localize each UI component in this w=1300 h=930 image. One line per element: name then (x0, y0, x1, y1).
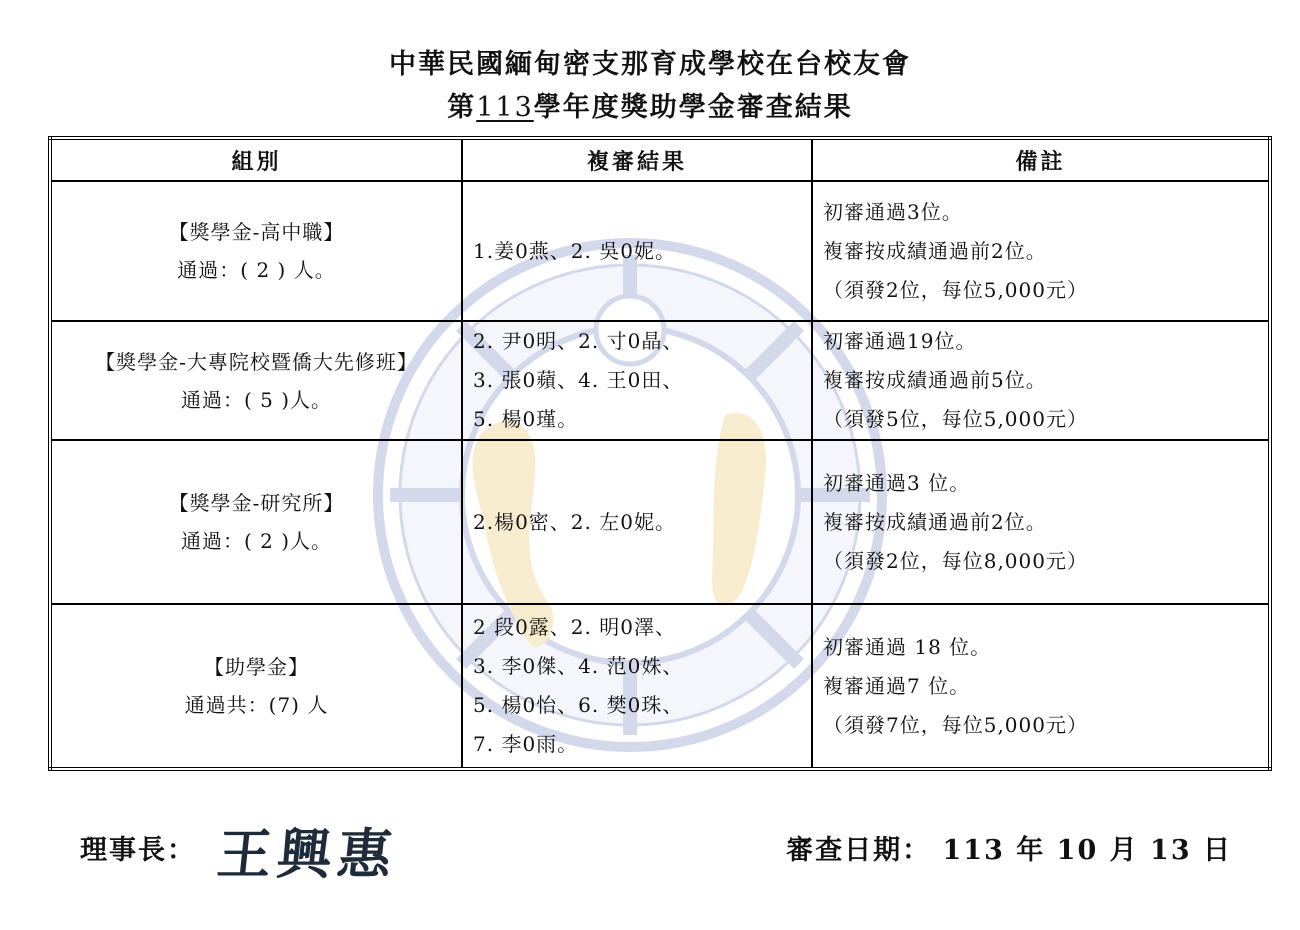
header-remarks: 備註 (812, 138, 1270, 181)
document-title-line1: 中華民國緬甸密支那育成學校在台校友會 (389, 49, 911, 80)
result-cell (462, 181, 812, 321)
table-header-row (50, 138, 1270, 181)
title-year: 113 (476, 92, 534, 123)
note-cell (812, 181, 1270, 321)
result-cell (462, 604, 812, 769)
chairman-label: 理事長： (80, 835, 196, 866)
scholarship-results-table (48, 136, 1272, 771)
note-line: 初審通過3 位。 (823, 470, 971, 495)
note-line: 複審按成績通過前2位。 (823, 509, 1047, 534)
group-name: 【獎學金-研究所】 (168, 491, 345, 515)
group-cell (50, 604, 462, 769)
note-line: （須發7位，每位5,000元） (823, 712, 1088, 737)
note-line: 初審通過19位。 (823, 329, 977, 353)
group-name: 【獎學金-大專院校暨僑大先修班】 (95, 349, 418, 374)
result-line: 1.姜0燕、2. 吳0妮。 (473, 238, 676, 263)
note-line: 複審按成績通過前5位。 (823, 368, 1047, 392)
result-line: 5. 楊0怡、6. 樊0珠、 (473, 693, 684, 717)
group-cell (50, 321, 462, 440)
note-line: 初審通過3位。 (823, 199, 963, 224)
group-count: 通過共：(7) 人 (184, 693, 329, 717)
result-cell (462, 440, 812, 604)
result-line: 7. 李0雨。 (473, 732, 579, 756)
group-name: 【助學金】 (204, 655, 309, 679)
note-line: 初審通過 18 位。 (823, 634, 992, 659)
group-cell (50, 181, 462, 321)
title-prefix: 第 (447, 92, 477, 123)
table-row (50, 321, 1270, 440)
review-date: 審查日期： 113 年 10 月 13 日 (786, 835, 1232, 866)
note-cell (812, 321, 1270, 440)
note-cell (812, 440, 1270, 604)
result-line: 3. 張0蘋、4. 王0田、 (473, 368, 684, 392)
table-row (50, 181, 1270, 321)
result-cell (462, 321, 812, 440)
result-line: 3. 李0傑、4. 范0姝、 (473, 654, 684, 678)
title-suffix: 學年度獎助學金審查結果 (533, 92, 853, 123)
group-name: 【獎學金-高中職】 (168, 220, 345, 244)
header-review-result: 複審結果 (462, 138, 812, 181)
note-cell (812, 604, 1270, 769)
header-group: 組別 (50, 138, 462, 181)
group-count: 通過：( 2 )人。 (180, 529, 333, 553)
group-count: 通過：( 2 ) 人。 (177, 258, 336, 282)
table-row (50, 440, 1270, 604)
note-line: （須發5位，每位5,000元） (823, 407, 1088, 431)
document-title-line2 (0, 85, 1300, 124)
result-line: 5. 楊0瑾。 (473, 407, 579, 431)
note-line: 複審按成績通過前2位。 (823, 238, 1047, 263)
table-row (50, 604, 1270, 769)
group-count: 通過：( 5 )人。 (180, 387, 333, 412)
note-line: （須發2位，每位5,000元） (823, 277, 1088, 302)
result-line: 2 段0露、2. 明0澤、 (473, 615, 676, 639)
result-line: 2. 尹0明、2. 寸0晶、 (473, 329, 684, 353)
chairman-signature: 王興惠 (214, 822, 401, 886)
note-line: （須發2位，每位8,000元） (823, 548, 1088, 573)
result-line: 2.楊0密、2. 左0妮。 (473, 509, 676, 534)
group-cell (50, 440, 462, 604)
note-line: 複審通過7 位。 (823, 673, 971, 698)
